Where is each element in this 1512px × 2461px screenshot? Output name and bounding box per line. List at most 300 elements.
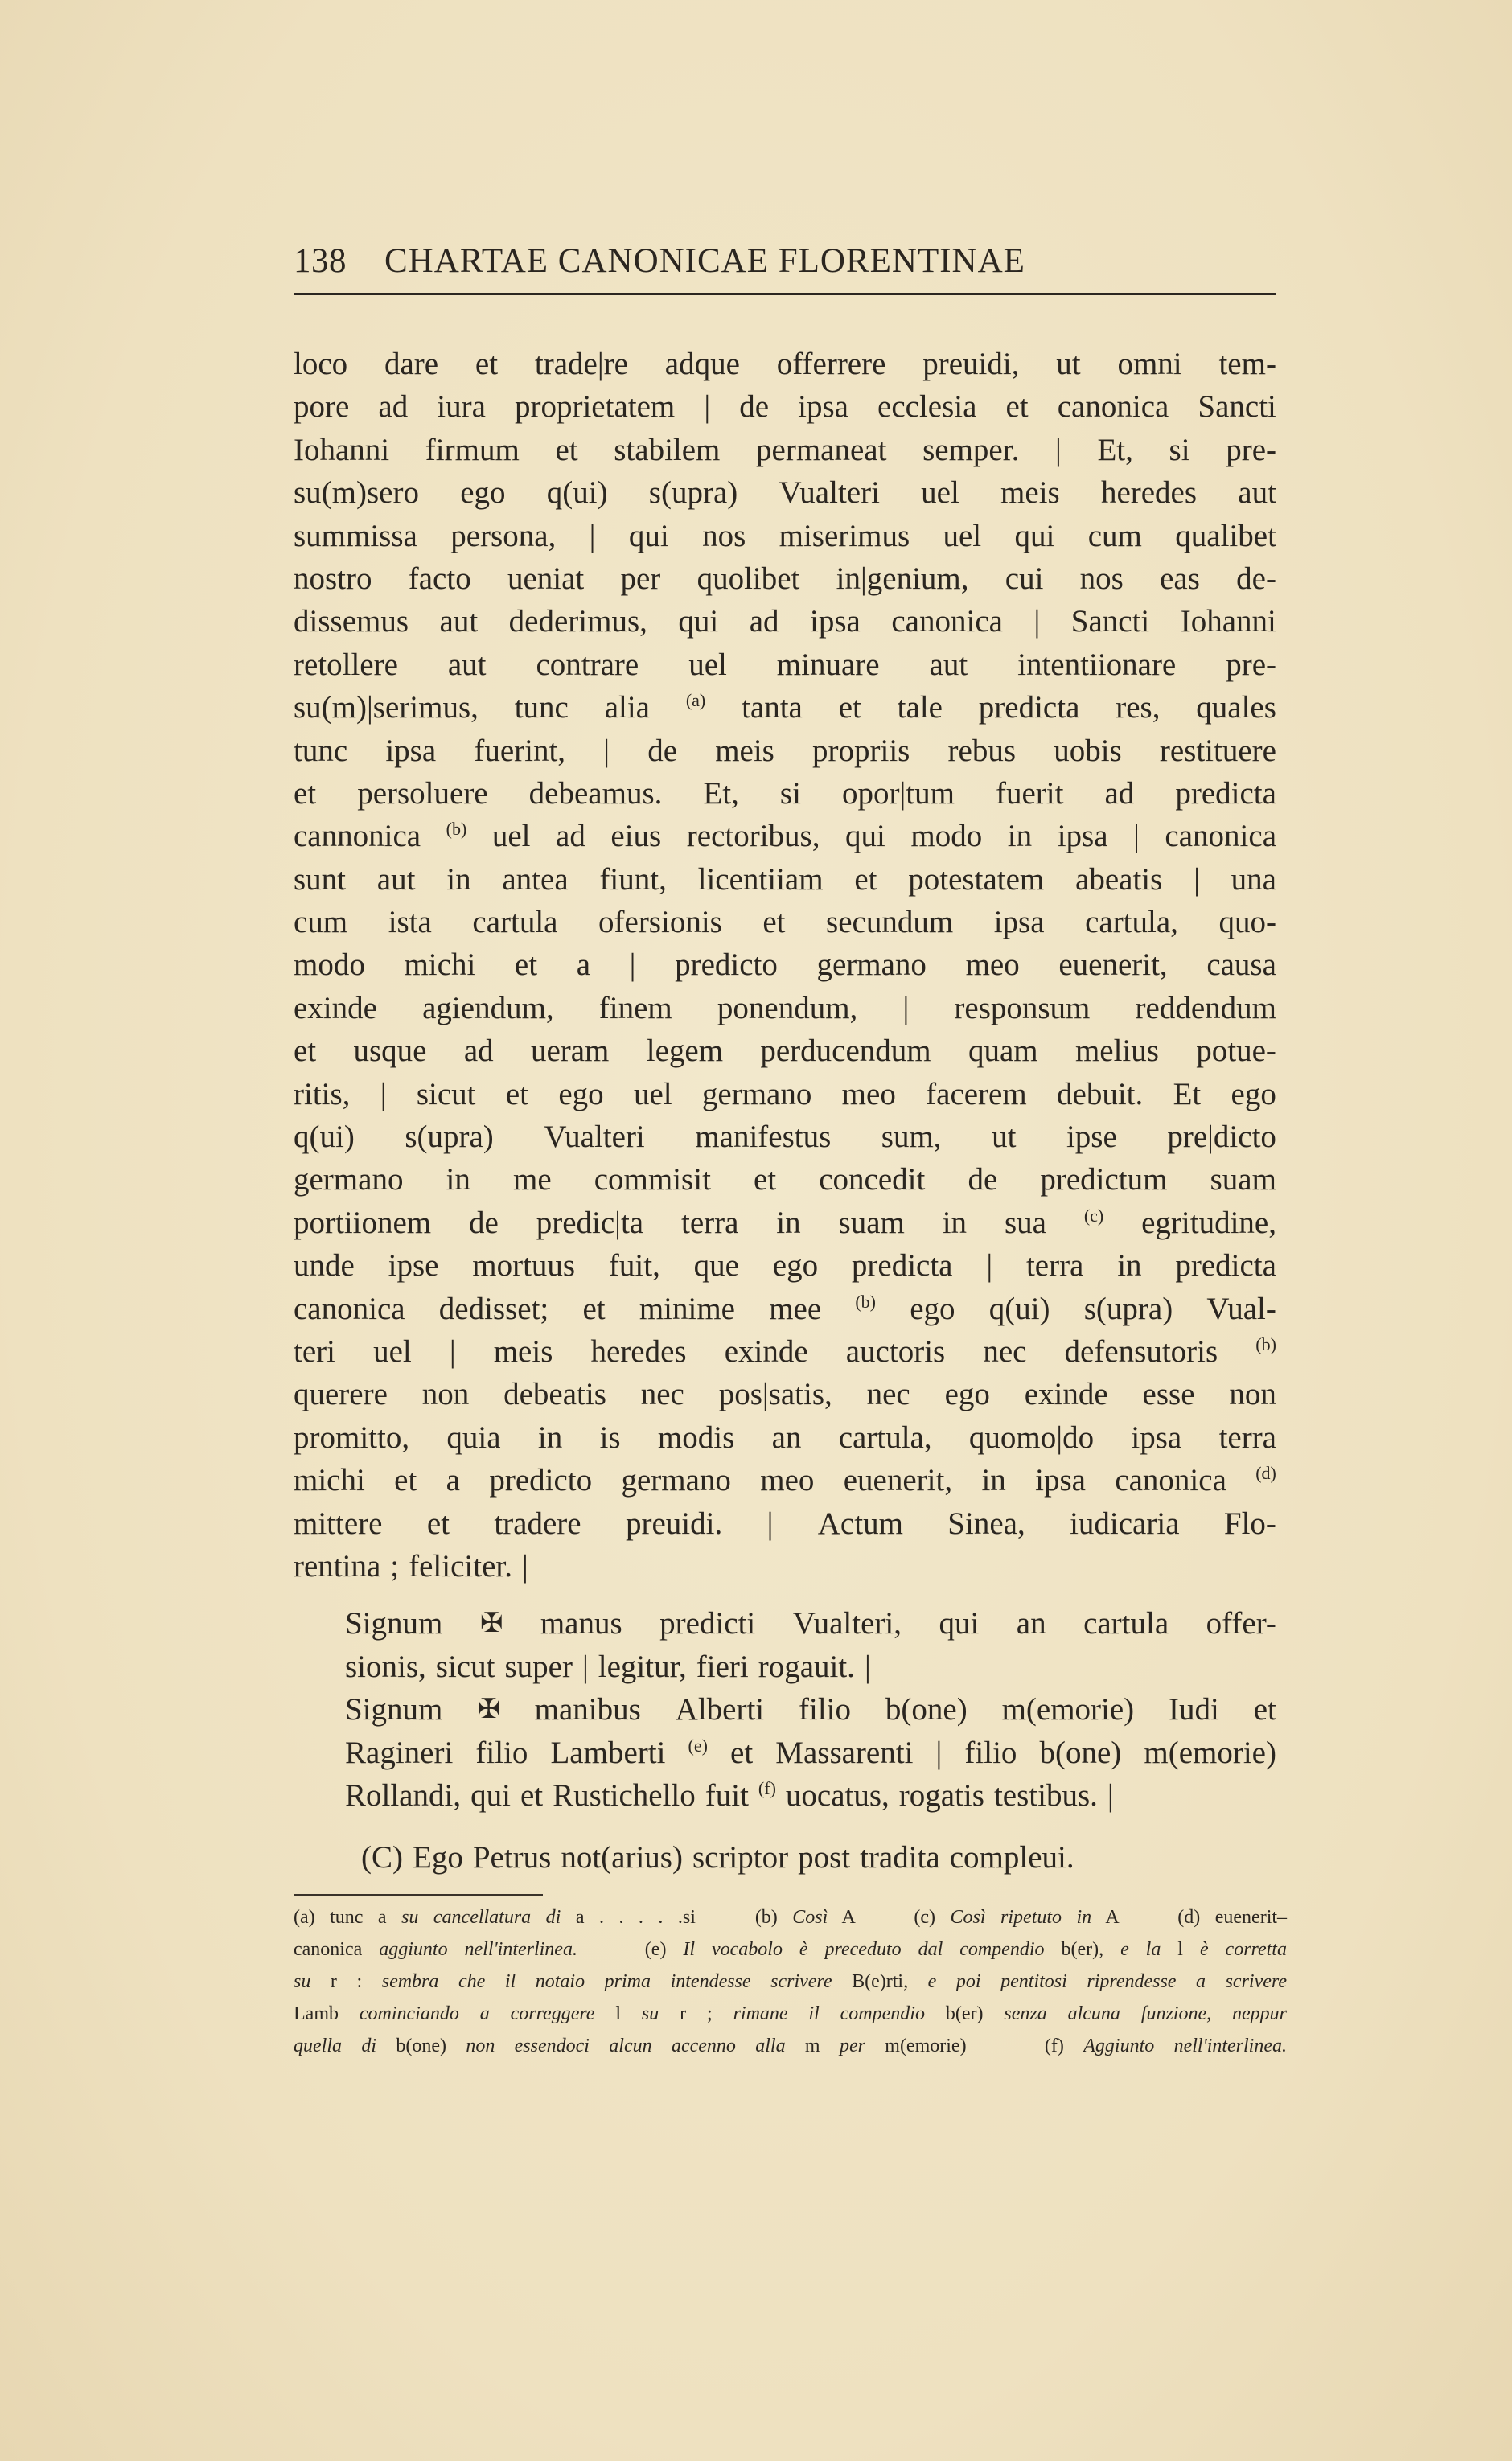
- word: uel: [373, 1333, 412, 1369]
- word: uocatus,: [785, 1777, 890, 1813]
- footnote-marker: (b): [446, 819, 467, 840]
- word: compleui.: [949, 1840, 1074, 1876]
- word: predicta: [851, 1248, 953, 1284]
- word: Et: [1173, 1076, 1202, 1111]
- text-line: [294, 686, 1276, 729]
- word: meo: [760, 1463, 815, 1498]
- word: de-: [1236, 561, 1276, 596]
- word: miserimus: [779, 518, 910, 553]
- charter-text: [294, 343, 1276, 1880]
- text-line: [294, 1416, 1276, 1459]
- footnote-italic-text: Il vocabolo è preceduto dal compendio: [683, 1939, 1045, 1960]
- word: nec: [983, 1333, 1027, 1369]
- page-number: 138: [294, 242, 347, 280]
- footnote-italic-text: è corretta: [1199, 1939, 1287, 1960]
- word: ipsa: [1035, 1463, 1086, 1498]
- word: pre|dicto: [1167, 1120, 1276, 1155]
- word: ipse: [1066, 1120, 1117, 1155]
- text-line: [345, 1645, 1276, 1688]
- word: filio: [964, 1735, 1017, 1770]
- word: |: [380, 1076, 387, 1111]
- word: michi: [404, 947, 476, 983]
- word: manifestus: [695, 1120, 832, 1155]
- text-line: [294, 1373, 1276, 1415]
- footnote-text: b(er): [924, 2003, 1005, 2024]
- word: predicti: [659, 1606, 756, 1641]
- word: omni: [1117, 347, 1182, 381]
- word: cum: [294, 905, 348, 940]
- word: alia: [604, 690, 650, 725]
- word: quia: [446, 1419, 501, 1455]
- word: in|genium,: [836, 561, 969, 596]
- word: q(ui): [546, 475, 608, 511]
- word: de: [647, 733, 678, 768]
- word: Iudi: [1169, 1692, 1219, 1728]
- word: nos: [1079, 561, 1124, 596]
- word: tanta: [742, 690, 803, 725]
- word: sum,: [881, 1120, 942, 1155]
- word: pore: [294, 389, 350, 425]
- text-line: [294, 343, 1276, 385]
- footnote-text: (a) tunc a: [294, 1907, 402, 1928]
- word: predicta: [978, 690, 1080, 725]
- word: |: [1133, 819, 1140, 854]
- word: ego: [1231, 1076, 1276, 1111]
- word: feliciter.: [409, 1548, 512, 1584]
- word: et: [730, 1735, 754, 1770]
- word: meis: [1000, 475, 1060, 511]
- word: predicto: [489, 1463, 593, 1498]
- word: s(upra): [1083, 1291, 1173, 1326]
- word: Ragineri: [345, 1735, 454, 1770]
- word: Iohanni: [294, 432, 390, 467]
- footnote-text: (e): [577, 1939, 684, 1960]
- word: dedisset;: [438, 1291, 549, 1326]
- footnote-text: a . . . . .si (b): [561, 1907, 793, 1928]
- word: eius: [610, 819, 662, 854]
- text-line: [294, 515, 1276, 557]
- word: |: [603, 733, 610, 768]
- word: ego: [910, 1291, 955, 1326]
- word: in: [776, 1205, 801, 1240]
- word: Et,: [703, 775, 739, 811]
- word: Sinea,: [947, 1506, 1025, 1541]
- word: retollere: [294, 647, 398, 682]
- word: ista: [388, 905, 432, 940]
- word: s(upra): [648, 475, 738, 511]
- word: Flo-: [1223, 1506, 1276, 1541]
- word: cui: [1005, 561, 1044, 596]
- word: persona,: [450, 518, 557, 553]
- word: post: [798, 1840, 851, 1876]
- text-line: [294, 557, 1276, 600]
- word: manibus: [534, 1692, 641, 1728]
- word: rogauit.: [758, 1649, 855, 1684]
- footnote-italic-text: senza alcuna funzione, neppur: [1004, 2003, 1287, 2024]
- word: mee: [769, 1291, 822, 1326]
- footnote-italic-text: cominciando a correggere: [359, 2003, 595, 2024]
- word: qui: [939, 1606, 980, 1641]
- text-line: [294, 943, 1276, 986]
- word: |: [449, 1333, 456, 1369]
- word: an: [1016, 1606, 1046, 1641]
- word: meis: [715, 733, 774, 768]
- word: dare: [384, 347, 439, 381]
- word: summissa: [294, 518, 417, 553]
- word: unde: [294, 1248, 355, 1284]
- word: rebus: [947, 733, 1017, 768]
- word: fieri: [696, 1649, 749, 1684]
- word: opor|tum: [841, 775, 955, 811]
- text-line: [361, 1836, 1276, 1879]
- word: et: [754, 1162, 777, 1198]
- text-line: [294, 987, 1276, 1029]
- footnote-text: Lamb: [294, 2003, 360, 2024]
- word: heredes: [1100, 475, 1198, 511]
- word: in: [537, 1419, 563, 1455]
- word: facto: [408, 561, 471, 596]
- word: su(m)sero: [294, 475, 419, 511]
- text-line: [294, 1330, 1276, 1373]
- text-line: [294, 1244, 1276, 1287]
- text-line: [294, 1502, 1276, 1545]
- word: per: [620, 561, 661, 596]
- word: cum: [1087, 518, 1142, 553]
- word: promitto,: [294, 1419, 410, 1455]
- word: que: [693, 1248, 739, 1284]
- footnote-text: m: [785, 2036, 840, 2056]
- footnote-text: l: [1161, 1939, 1200, 1960]
- word: eas: [1160, 561, 1200, 596]
- word: b(one): [885, 1692, 968, 1728]
- word: |: [902, 990, 910, 1025]
- word: ad: [463, 1033, 494, 1069]
- word: licentiiam: [697, 861, 824, 897]
- word: ego: [558, 1076, 604, 1111]
- word: qui: [470, 1777, 511, 1813]
- word: et: [854, 861, 877, 897]
- footnote-italic-text: Così ripetuto in: [950, 1907, 1092, 1928]
- text-line: [294, 815, 1276, 857]
- paragraph: [294, 343, 1276, 1588]
- word: ipsa: [798, 389, 848, 425]
- footnote-text: r ;: [659, 2003, 733, 2024]
- word: fuerint,: [474, 733, 566, 768]
- word: ad: [556, 819, 585, 854]
- footnote-marker: (a): [685, 690, 706, 711]
- text-line: [345, 1688, 1276, 1731]
- word: loco: [294, 347, 348, 381]
- word: persoluere: [357, 775, 488, 811]
- footnote-line: [294, 1933, 1287, 1966]
- word: canonica: [1057, 389, 1169, 425]
- word: restituere: [1159, 733, 1276, 768]
- word: predicto: [675, 947, 778, 983]
- word: minuare: [776, 647, 880, 682]
- text-line: [294, 858, 1276, 901]
- word: sionis,: [345, 1649, 426, 1684]
- word: a: [576, 947, 591, 983]
- word: ipsa: [810, 604, 861, 639]
- word: tunc: [294, 733, 348, 768]
- word: Signum: [345, 1692, 443, 1728]
- word: legitur,: [598, 1649, 687, 1684]
- word: germano: [294, 1162, 404, 1198]
- footnote-line: [294, 1998, 1287, 2030]
- word: Iohanni: [1180, 604, 1276, 639]
- footnote-italic-text: quella di: [294, 2036, 376, 2056]
- word: canonica: [294, 1291, 405, 1326]
- word: cartula,: [838, 1419, 932, 1455]
- word: Signum: [345, 1606, 443, 1641]
- word: ecclesia: [877, 389, 977, 425]
- footnote-italic-text: sembra che il notaio prima intendesse scrivere: [381, 1971, 832, 1992]
- word: qui: [1014, 518, 1055, 553]
- text-line: [294, 471, 1276, 514]
- word: trade|re: [534, 347, 628, 381]
- word: Lamberti: [550, 1735, 666, 1770]
- word: causa: [1206, 947, 1276, 983]
- word: ueniat: [507, 561, 585, 596]
- footnote-italic-text: per: [839, 2036, 865, 2056]
- word: predic|ta: [536, 1205, 644, 1240]
- word: Petrus: [472, 1840, 552, 1876]
- footnote-marker: (b): [1255, 1333, 1276, 1354]
- word: nec: [640, 1377, 684, 1412]
- footnote-text: m(emorie) (f): [865, 2036, 1084, 2056]
- word: Rustichello: [553, 1777, 696, 1813]
- word: in: [1007, 819, 1033, 854]
- word: super: [504, 1649, 573, 1684]
- word: fuit: [705, 1777, 749, 1813]
- word: manus: [540, 1606, 622, 1641]
- word: et: [838, 690, 861, 725]
- word: |: [864, 1649, 871, 1684]
- signum-cross-icon: ✠: [477, 1693, 500, 1726]
- word: teri: [294, 1333, 335, 1369]
- word: terra: [680, 1205, 739, 1240]
- word: iura: [437, 389, 486, 425]
- word: potestatem: [908, 861, 1045, 897]
- word: pos|satis,: [718, 1377, 832, 1412]
- text-line: [294, 1073, 1276, 1115]
- word: Vual-: [1206, 1291, 1276, 1326]
- word: quomo|do: [968, 1419, 1095, 1455]
- word: auctoris: [845, 1333, 946, 1369]
- word: Alberti: [675, 1692, 765, 1728]
- word: agiendum,: [422, 990, 554, 1025]
- word: (C): [361, 1840, 403, 1876]
- word: contrare: [536, 647, 639, 682]
- word: in: [981, 1463, 1006, 1498]
- footnote-line: [294, 2030, 1287, 2062]
- word: Vualteri: [544, 1120, 645, 1155]
- word: preuidi,: [922, 347, 1020, 381]
- footnote-italic-text: Così: [792, 1907, 828, 1928]
- word: suam: [838, 1205, 905, 1240]
- word: secundum: [826, 905, 954, 940]
- word: Ego: [413, 1840, 463, 1876]
- word: minime: [639, 1291, 735, 1326]
- word: nec: [866, 1377, 910, 1412]
- word: firmum: [425, 432, 520, 467]
- word: finem: [598, 990, 672, 1025]
- text-line: [294, 901, 1276, 943]
- word: reddendum: [1135, 990, 1276, 1025]
- word: terra: [1218, 1419, 1276, 1455]
- word: ego: [772, 1248, 819, 1284]
- word: sicut: [416, 1076, 476, 1111]
- footnote-line: [294, 1901, 1287, 1933]
- text-line: [294, 772, 1276, 815]
- word: tradita: [860, 1840, 940, 1876]
- word: b(one): [1039, 1735, 1122, 1770]
- signum-cross-icon: ✠: [479, 1607, 503, 1640]
- word: sunt: [294, 861, 347, 897]
- word: |: [521, 1548, 528, 1584]
- word: germano: [701, 1076, 812, 1111]
- footnote-italic-text: e poi pentitosi riprendesse a scrivere: [927, 1971, 1288, 1992]
- word: filio: [475, 1735, 528, 1770]
- word: semper.: [922, 432, 1020, 467]
- word: |: [1054, 432, 1062, 467]
- word: predicta: [1175, 1248, 1276, 1284]
- word: et: [294, 775, 317, 811]
- word: debeatis: [503, 1377, 606, 1412]
- text-line: [294, 643, 1276, 686]
- word: aut: [929, 647, 968, 682]
- word: et: [475, 347, 499, 381]
- word: testibus.: [993, 1777, 1098, 1813]
- word: et: [426, 1506, 450, 1541]
- word: rentina: [294, 1548, 381, 1584]
- word: predicta: [1175, 775, 1276, 811]
- word: dissemus: [294, 604, 409, 639]
- footnote-text: b(er),: [1044, 1939, 1121, 1960]
- word: dederimus,: [508, 604, 647, 639]
- word: fuerit: [995, 775, 1064, 811]
- word: melius: [1074, 1033, 1159, 1069]
- word: modis: [657, 1419, 735, 1455]
- word: ueram: [530, 1033, 610, 1069]
- word: in: [942, 1205, 968, 1240]
- word: ;: [390, 1548, 400, 1584]
- paragraph: [294, 1836, 1276, 1879]
- word: terra: [1025, 1248, 1084, 1284]
- word: modo: [910, 819, 983, 854]
- word: uel: [943, 518, 982, 553]
- word: pre-: [1226, 432, 1276, 467]
- word: ad: [378, 389, 409, 425]
- footnote-text: r :: [310, 1971, 382, 1992]
- text-line: [294, 1202, 1276, 1244]
- word: |: [986, 1248, 993, 1284]
- word: debeamus.: [528, 775, 663, 811]
- word: ipsa: [1057, 819, 1108, 854]
- word: non: [421, 1377, 470, 1412]
- word: rogatis: [898, 1777, 984, 1813]
- word: de: [739, 389, 770, 425]
- word: defensutoris: [1064, 1333, 1218, 1369]
- word: |: [629, 947, 636, 983]
- word: una: [1231, 861, 1276, 897]
- word: rectoribus,: [686, 819, 820, 854]
- word: in: [1117, 1248, 1142, 1284]
- word: predictum: [1040, 1162, 1168, 1198]
- word: portiionem: [294, 1205, 432, 1240]
- word: preuidi.: [625, 1506, 723, 1541]
- footnote-italic-text: e la: [1120, 1939, 1161, 1960]
- word: et: [294, 1033, 317, 1069]
- word: |: [581, 1649, 589, 1684]
- word: cannonica: [294, 819, 421, 854]
- footnote-text: b(one): [376, 2036, 466, 2056]
- word: commisit: [594, 1162, 711, 1198]
- word: aut: [376, 861, 416, 897]
- footnote-italic-text: rimane il compendio: [733, 2003, 925, 2024]
- word: ofersionis: [598, 905, 722, 940]
- word: si: [1169, 432, 1190, 467]
- word: modo: [294, 947, 365, 983]
- word: |: [1107, 1777, 1114, 1813]
- word: pre-: [1226, 647, 1276, 682]
- word: Et,: [1097, 432, 1133, 467]
- word: ego: [460, 475, 506, 511]
- word: fiunt,: [599, 861, 667, 897]
- word: euenerit,: [843, 1463, 953, 1498]
- word: sicut: [435, 1649, 495, 1684]
- word: res,: [1116, 690, 1161, 725]
- word: stabilem: [614, 432, 721, 467]
- word: perducendum: [760, 1033, 931, 1069]
- word: ipsa: [1131, 1419, 1182, 1455]
- word: q(ui): [294, 1120, 355, 1155]
- word: filio: [799, 1692, 852, 1728]
- word: ponendum,: [717, 990, 858, 1025]
- word: heredes: [590, 1333, 687, 1369]
- word: Sancti: [1070, 604, 1150, 639]
- word: |: [1194, 861, 1200, 897]
- word: an: [771, 1419, 802, 1455]
- word: michi: [294, 1463, 365, 1498]
- word: aut: [1238, 475, 1276, 511]
- footnotes: [294, 1901, 1287, 2062]
- text-line: [345, 1732, 1276, 1774]
- word: is: [599, 1419, 621, 1455]
- word: scriptor: [692, 1840, 789, 1876]
- word: canonica: [1115, 1463, 1226, 1498]
- text-line: [294, 1158, 1276, 1201]
- word: facerem: [926, 1076, 1027, 1111]
- text-line: [294, 1545, 1276, 1588]
- word: aut: [447, 647, 487, 682]
- word: propriis: [812, 733, 910, 768]
- word: cartula,: [1085, 905, 1178, 940]
- word: proprietatem: [515, 389, 676, 425]
- word: uobis: [1054, 733, 1122, 768]
- word: Vualteri: [779, 475, 880, 511]
- word: germano: [816, 947, 927, 983]
- header-rule: [294, 293, 1276, 295]
- word: quolibet: [696, 561, 800, 596]
- footnote-italic-text: non essendoci alcun accenno alla: [466, 2036, 786, 2056]
- word: qualibet: [1175, 518, 1276, 553]
- word: adque: [664, 347, 740, 381]
- word: intentiionare: [1017, 647, 1177, 682]
- text-line: [294, 1459, 1276, 1502]
- word: Vualteri,: [792, 1606, 902, 1641]
- word: iudicaria: [1070, 1506, 1180, 1541]
